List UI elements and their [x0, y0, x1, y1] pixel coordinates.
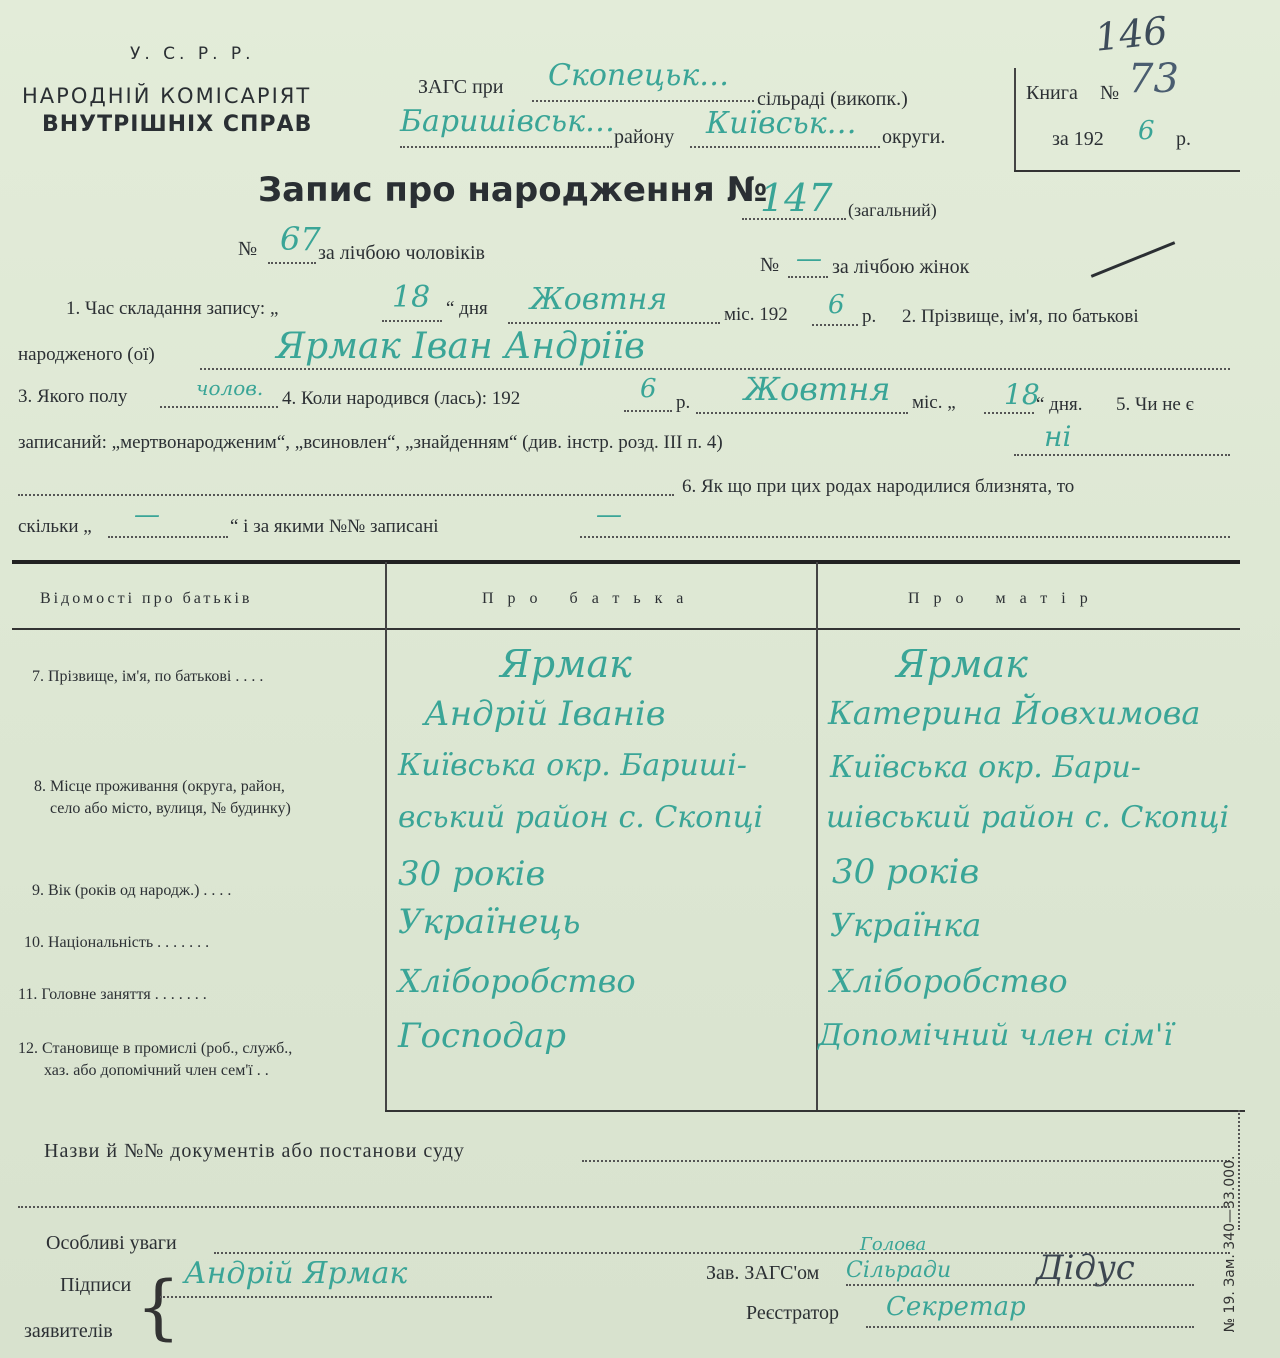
- right-margin-dots: [1238, 1110, 1240, 1230]
- commissariat-line1: НАРОДНІЙ КОМІСАРІЯТ: [22, 84, 312, 108]
- q2-label-cont: народженого (ої): [18, 344, 155, 365]
- book-number-prefix: №: [1100, 82, 1120, 104]
- okrug-label: округи.: [882, 126, 946, 148]
- book-year-suffix: р.: [1176, 128, 1191, 150]
- book-number-value: 73: [1128, 56, 1179, 102]
- q1-month-suffix: міс. 192: [724, 304, 788, 325]
- female-no-line: [788, 276, 828, 278]
- row10-mother: Українка: [830, 906, 982, 944]
- row9-label: 9. Вік (років од народж.) . . . .: [32, 882, 232, 899]
- q1-year-digit: 6: [828, 290, 845, 320]
- row11-label: 11. Головне заняття . . . . . . .: [18, 986, 207, 1003]
- q5-value: ні: [1044, 420, 1072, 453]
- zav-line: [846, 1284, 1194, 1286]
- docs-line-2: [18, 1206, 1230, 1208]
- row8-mother-1: Київська окр. Бари-: [830, 750, 1141, 785]
- district-label: району: [614, 126, 675, 148]
- applicant-line: [160, 1296, 492, 1298]
- female-no-label: №: [760, 254, 780, 276]
- row10-label: 10. Національність . . . . . . .: [24, 934, 210, 951]
- q2-label: 2. Прізвище, ім'я, по батькові: [902, 306, 1139, 327]
- docs-label: Назви й №№ документів або постанови суду: [44, 1140, 465, 1162]
- q5-line: [1014, 454, 1230, 456]
- row10-father: Українець: [398, 902, 581, 942]
- row12-father: Господар: [398, 1016, 566, 1056]
- q1-month-value: Жовтня: [530, 282, 668, 317]
- zav-label: Зав. ЗАГС'ом: [706, 1262, 820, 1284]
- book-year-digit: 6: [1138, 116, 1155, 146]
- record-title: Запис про народження №: [258, 170, 768, 210]
- q1-year-line: [812, 324, 858, 326]
- side-print-stamp: № 19. Зам. 340—33.000.: [1222, 1155, 1238, 1333]
- table-header-col2: Про батька: [482, 590, 698, 607]
- docs-line: [582, 1160, 1230, 1162]
- registrar-value: Секретар: [886, 1292, 1026, 1322]
- q4-year-digit: 6: [640, 374, 657, 404]
- q5-label: 5. Чи не є: [1116, 394, 1194, 415]
- q6-label-cont: скільки „: [18, 516, 92, 537]
- zav-value-1: Голова: [860, 1234, 927, 1255]
- row11-mother: Хліборобство: [830, 962, 1068, 1000]
- row9-mother: 30 років: [832, 852, 980, 892]
- q1-day-suffix: “ дня: [446, 298, 488, 319]
- q4-label: 4. Коли народився (лась): 192: [282, 388, 521, 409]
- row7-mother-2: Катерина Йовхимова: [828, 694, 1201, 732]
- row7-label: 7. Прізвище, ім'я, по батькові . . . .: [32, 668, 264, 685]
- commissariat-line2: ВНУТРІШНІХ СПРАВ: [42, 112, 313, 137]
- row12-label-1: 12. Становище в промислі (роб., служб.,: [18, 1040, 293, 1057]
- registrar-line: [866, 1326, 1194, 1328]
- book-box-bottom: [1014, 170, 1240, 172]
- applicant-signature: Андрій Ярмак: [184, 1256, 408, 1291]
- q6-label: 6. Як що при цих родах народилися близнята, то: [682, 476, 1075, 497]
- q6-value: —: [134, 500, 160, 530]
- okrug-name-value: Київськ…: [706, 106, 857, 141]
- row7-father-1: Ярмак: [500, 642, 632, 686]
- q5-label-cont: записаний: „мертвонародженим“, „всиновлен“, „знайденням“ (див. інстр. розд. III п. 4): [18, 432, 723, 453]
- signatures-brace: {: [136, 1266, 181, 1348]
- signatures-label-2: заявителів: [24, 1320, 113, 1342]
- female-no-suffix: за лічбою жінок: [832, 256, 970, 278]
- male-no-line: [268, 262, 316, 264]
- district-line: [400, 146, 612, 148]
- silradi-label: сільраді (викопк.): [757, 88, 908, 110]
- q4-year-line: [624, 410, 672, 412]
- row9-father: 30 років: [398, 854, 546, 894]
- book-label: Книга: [1026, 82, 1078, 104]
- q4-month-value: Жовтня: [744, 370, 891, 408]
- row7-father-2: Андрій Іванів: [424, 694, 666, 734]
- table-header-col1: Відомості про батьків: [40, 590, 253, 607]
- table-header-rule: [12, 628, 1240, 630]
- row8-mother-2: шівський район с. Скопці: [826, 800, 1230, 835]
- district-name-value: Баришівськ…: [400, 104, 615, 139]
- book-box-left: [1014, 68, 1016, 170]
- q1-day-value: 18: [392, 280, 431, 315]
- zags-label: ЗАГС при: [418, 76, 504, 98]
- q6-mid: “ і за якими №№ записані: [230, 516, 439, 537]
- male-no-value: 67: [280, 220, 321, 258]
- q6-value2-line: [580, 536, 1230, 538]
- archive-number: 146: [1092, 8, 1170, 60]
- q1-month-line: [508, 322, 720, 324]
- record-number-suffix: (загальний): [848, 200, 937, 220]
- q4-month-suffix: міс. „: [912, 392, 956, 413]
- q3-value: чолов.: [196, 376, 264, 400]
- notes-label: Особливі уваги: [46, 1232, 177, 1254]
- q1-year-suffix: р.: [862, 306, 877, 327]
- row8-label-2: село або місто, вулиця, № будинку): [50, 800, 291, 817]
- row12-mother: Допомічний член сім'ї: [818, 1018, 1173, 1053]
- q6-prev-line: [18, 494, 674, 496]
- row8-label-1: 8. Місце проживання (округа, район,: [34, 778, 285, 795]
- male-no-label: №: [238, 238, 258, 260]
- q2-value: Ярмак Іван Андріїв: [276, 326, 645, 367]
- republic-label: У. С. Р. Р.: [130, 44, 255, 64]
- q2-line: [200, 368, 1230, 370]
- q3-line: [160, 406, 278, 408]
- q4-day-line: [984, 412, 1034, 414]
- okrug-line: [690, 146, 880, 148]
- q6-value-line: [108, 536, 228, 538]
- table-bottom-rule: [385, 1110, 1245, 1112]
- zags-village-value: Скопецьк…: [548, 58, 730, 93]
- q4-month-line: [696, 412, 908, 414]
- table-top-rule: [12, 560, 1240, 564]
- record-number-line: [742, 218, 846, 220]
- record-number-value: 147: [760, 176, 833, 220]
- q4-day-suffix: “ дня.: [1036, 394, 1083, 415]
- row7-mother-1: Ярмак: [896, 642, 1028, 686]
- row8-father-1: Київська окр. Бариші-: [398, 748, 747, 783]
- q3-label: 3. Якого полу: [18, 386, 128, 407]
- zav-signature: Дідус: [1036, 1248, 1135, 1288]
- zags-village-line: [532, 100, 754, 102]
- book-year-label: за 192: [1052, 128, 1104, 150]
- q6-value2: —: [596, 500, 622, 530]
- female-dash-stroke: [1091, 241, 1176, 277]
- male-no-suffix: за лічбою чоловіків: [318, 242, 485, 264]
- row12-label-2: хаз. або допомічний член сем'ї . .: [44, 1062, 269, 1079]
- female-no-value: —: [796, 244, 822, 274]
- registrar-label: Реєстратор: [746, 1302, 840, 1324]
- table-col-divider-1: [385, 562, 387, 1112]
- zav-value-2: Сільради: [846, 1258, 952, 1283]
- q1-day-line: [382, 320, 442, 322]
- row11-father: Хліборобство: [398, 962, 636, 1000]
- row8-father-2: вський район с. Скопці: [398, 800, 764, 835]
- signatures-label-1: Підписи: [60, 1274, 132, 1296]
- q4-year-suffix: р.: [676, 392, 691, 413]
- q1-label: 1. Час складання запису: „: [66, 298, 279, 319]
- table-header-col3: Про матір: [908, 590, 1102, 607]
- q4-day-value: 18: [1004, 378, 1040, 411]
